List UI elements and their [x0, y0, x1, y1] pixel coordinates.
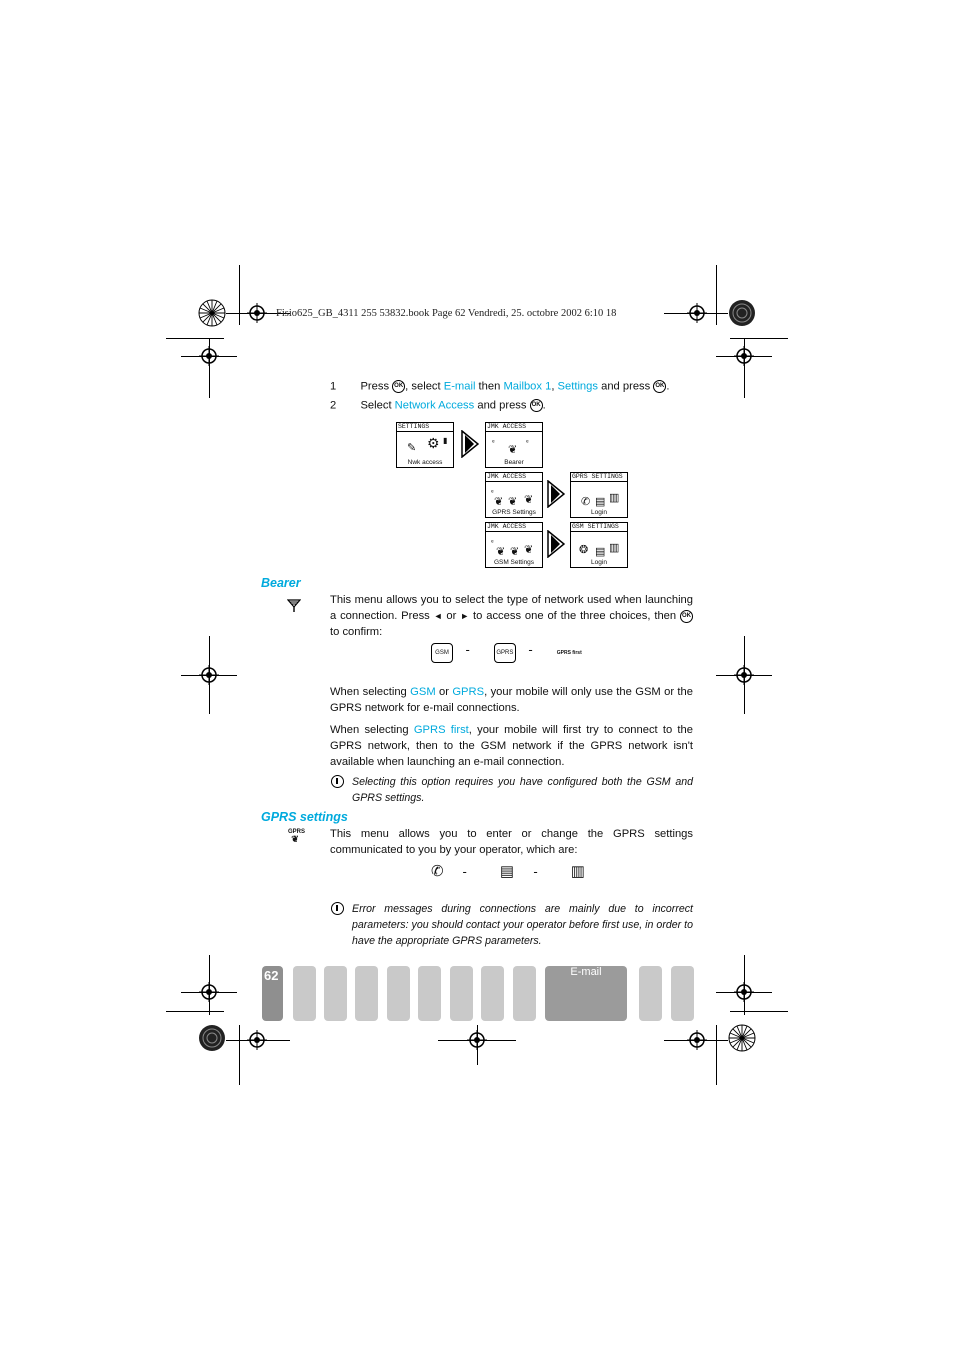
screen-gsm-settings: GSM SETTINGS ❂ ▤ ▥ Login — [570, 522, 628, 568]
bearer-paragraph-2: When selecting GSM or GPRS, your mobile will only use the GSM or the GPRS network for e-mail connections. — [330, 686, 693, 714]
registration-target-icon — [687, 1030, 707, 1050]
small-icon: ₑ — [526, 437, 529, 444]
registration-target-icon — [687, 303, 707, 323]
link-email: E-mail — [443, 380, 476, 393]
file-header: Fisio625_GB_4311 255 53832.book Page 62 Vendredi, 25. octobre 2002 6:10 18 — [276, 308, 617, 319]
link-gprs-first: GPRS first — [413, 724, 469, 736]
antenna-icon: ❦ — [508, 444, 518, 456]
gprs-bearer-icon: GPRS — [494, 643, 516, 663]
chapter-tab — [450, 966, 473, 1021]
chapter-tab — [639, 966, 662, 1021]
screen-jmk-access-gsm: JMK ACCESS ₑ ❦ ❦ ❦ GSM Settings — [485, 522, 543, 568]
login-icon: ▤ — [595, 546, 606, 558]
print-rosette-icon — [728, 1024, 756, 1052]
gprs-icon: ❦ — [524, 544, 534, 556]
gprs-first-bearer-icon: GPRS first — [556, 650, 582, 656]
gprs-note: Error messages during connections are mainly due to incorrect parameters: you should contact your operator before first use, in order to have the appropriate GPRS parameters. — [352, 903, 693, 947]
antenna-icon: ❦ — [494, 496, 504, 508]
link-settings: Settings — [557, 380, 598, 393]
ok-key-icon: OK — [680, 610, 693, 623]
link-mailbox: Mailbox 1 — [503, 380, 552, 393]
print-rosette-icon — [198, 299, 226, 327]
phone-number-icon: ❂ — [579, 544, 589, 556]
network-icon: ⚙ — [427, 435, 440, 451]
section-title-bearer: Bearer — [261, 576, 301, 590]
bearer-paragraph-1: This menu allows you to select the type of network used when launching a connection. Press ◄ or ► to access one of the three choices, then OK to confirm: — [330, 594, 693, 638]
screen-settings: SETTINGS ✎ ⚙ ▮ Nwk access — [396, 422, 454, 468]
print-rosette-icon — [198, 1024, 226, 1052]
step-1: 1 Press OK , select E-mail then Mailbox 1, Settings and press OK . — [330, 380, 670, 393]
left-arrow-key-icon: ◄ — [433, 611, 443, 621]
gprs-icon: ❦ — [524, 494, 534, 506]
chapter-label: E-mail — [570, 966, 602, 978]
info-icon — [331, 902, 344, 915]
screen-gprs-settings: GPRS SETTINGS ✆ ▤ ▥ Login — [570, 472, 628, 518]
step-2: 2 Select Network Access and press OK . — [330, 399, 546, 412]
screen-jmk-access-gprs: JMK ACCESS ₑ ❦ ❦ ❦ GPRS Settings — [485, 472, 543, 518]
login-icon: ▤ — [595, 496, 606, 508]
ok-key-icon: OK — [392, 380, 405, 393]
bearer-note: Selecting this option requires you have configured both the GSM and GPRS settings. — [352, 776, 693, 804]
arrow-right-icon — [547, 480, 565, 508]
bearer-choices: GSM - GPRS - GPRS first — [431, 642, 581, 667]
small-icon: ₑ — [491, 537, 494, 544]
gsm-bearer-icon: GSM — [431, 643, 453, 663]
registration-target-icon — [247, 303, 267, 323]
link-network-access: Network Access — [394, 399, 475, 412]
chapter-tab — [293, 966, 316, 1021]
registration-target-icon — [734, 665, 754, 685]
small-icon: ₑ — [491, 487, 494, 494]
antenna-icon — [287, 598, 301, 612]
ok-key-icon: OK — [653, 380, 666, 393]
step-number: 1 — [330, 380, 337, 393]
password-icon: ▥ — [609, 542, 620, 554]
arrow-right-icon — [461, 430, 479, 458]
registration-target-icon — [199, 665, 219, 685]
registration-target-icon — [199, 982, 219, 1002]
registration-target-icon — [734, 346, 754, 366]
section-title-gprs-settings: GPRS settings — [261, 810, 348, 824]
scroll-icon: ▮ — [443, 436, 448, 445]
info-icon — [331, 775, 344, 788]
small-icon: ₑ — [492, 437, 495, 444]
bearer-paragraph-3: When selecting GPRS first, your mobile will first try to connect to the GPRS network, then to the GSM network if the GPRS network isn't available when launching an e-mail connection. — [330, 724, 693, 768]
password-icon: ▥ — [609, 492, 620, 504]
password-icon: ▥ — [570, 863, 585, 880]
link-gprs: GPRS — [452, 686, 485, 698]
apn-icon: ✆ — [581, 496, 591, 508]
gsm-icon: ❦ — [510, 546, 520, 558]
tool-icon: ✎ — [407, 442, 417, 454]
chapter-tab — [355, 966, 378, 1021]
chapter-tab — [671, 966, 694, 1021]
link-gsm: GSM — [410, 686, 436, 698]
chapter-tab — [481, 966, 504, 1021]
gprs-paragraph-1: This menu allows you to enter or change the GPRS settings communicated to you by your operator, which are: — [330, 828, 693, 856]
registration-target-icon — [467, 1030, 487, 1050]
screen-jmk-access-bearer: JMK ACCESS ₑ ❦ ₑ Bearer — [485, 422, 543, 468]
registration-target-icon — [734, 982, 754, 1002]
ok-key-icon: OK — [530, 399, 543, 412]
chapter-tab — [418, 966, 441, 1021]
step-number: 2 — [330, 399, 337, 412]
registration-target-icon — [199, 346, 219, 366]
apn-icon: ✆ — [431, 863, 444, 880]
gprs-parameters: ✆ - ▤ - ▥ — [431, 863, 585, 880]
chapter-tab — [513, 966, 536, 1021]
gsm-icon: ❦ — [508, 496, 518, 508]
chapter-tab — [387, 966, 410, 1021]
antenna-icon: ❦ — [496, 546, 506, 558]
gprs-settings-icon: GPRS ❦ — [288, 829, 306, 844]
page-number: 62 — [264, 968, 279, 983]
chapter-tab — [324, 966, 347, 1021]
registration-target-icon — [247, 1030, 267, 1050]
right-arrow-key-icon: ► — [460, 611, 470, 621]
login-icon: ▤ — [499, 863, 515, 880]
arrow-right-icon — [547, 530, 565, 558]
print-rosette-icon — [728, 299, 756, 327]
